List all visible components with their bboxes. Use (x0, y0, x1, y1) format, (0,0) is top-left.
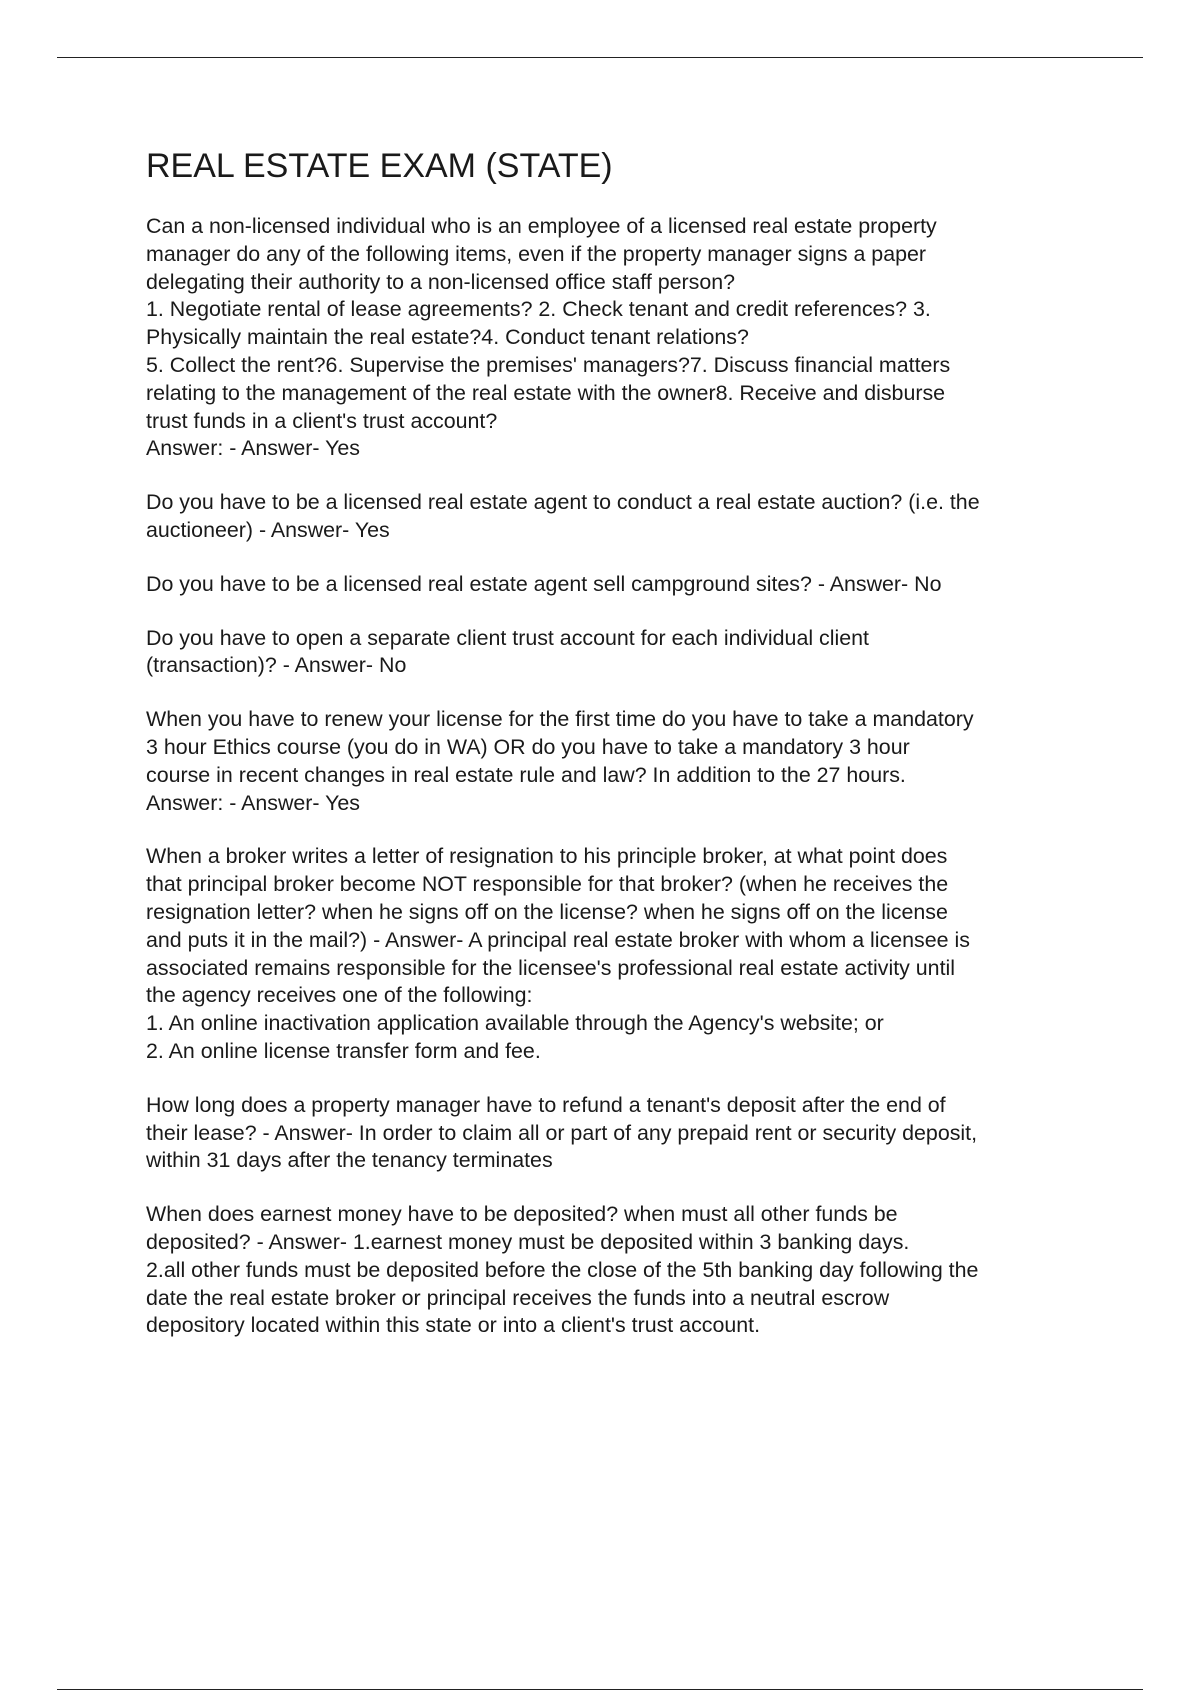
qa-text-line: the agency receives one of the following: (146, 983, 533, 1008)
qa-text-line: depository located within this state or into a client's trust account. (146, 1313, 761, 1338)
qa-text-line: 5. Collect the rent?6. Supervise the premises' managers?7. Discuss financial matters (146, 352, 951, 377)
qa-text-line: 1. Negotiate rental of lease agreements? 2. Check tenant and credit references? 3. (146, 297, 931, 322)
qa-text-line: How long does a property manager have to refund a tenant's deposit after the end of (146, 1092, 946, 1117)
qa-text-line: their lease? - Answer- In order to claim all or part of any prepaid rent or security deposit, (146, 1120, 978, 1145)
qa-item (146, 1201, 1106, 1340)
qa-text-line: and puts it in the mail?) - Answer- A principal real estate broker with whom a licensee is (146, 927, 970, 952)
qa-item (146, 571, 1106, 599)
qa-list (146, 213, 1106, 1340)
qa-text-line: resignation letter? when he signs off on the license? when he signs off on the license (146, 899, 948, 924)
qa-text-line: that principal broker become NOT responsible for that broker? (when he receives the (146, 872, 949, 897)
qa-text-line: Do you have to be a licensed real estate agent sell campground sites? - Answer- No (146, 571, 942, 596)
qa-text-line: 2.all other funds must be deposited before the close of the 5th banking day following the (146, 1257, 979, 1282)
document-title: REAL ESTATE EXAM (STATE) (146, 147, 613, 185)
qa-text-line: delegating their authority to a non-licensed office staff person? (146, 269, 736, 294)
document-body (146, 142, 1106, 1366)
footer-divider (57, 1689, 1143, 1690)
qa-text-line: relating to the management of the real estate with the owner8. Receive and disburse (146, 380, 946, 405)
qa-text-line: trust funds in a client's trust account? (146, 408, 498, 433)
qa-text-line: When does earnest money have to be deposited? when must all other funds be (146, 1202, 898, 1227)
qa-text-line: auctioneer) - Answer- Yes (146, 517, 390, 542)
qa-item (146, 843, 1106, 1065)
qa-text-line: Physically maintain the real estate?4. Conduct tenant relations? (146, 325, 749, 350)
qa-text-line: When a broker writes a letter of resignation to his principle broker, at what point does (146, 844, 948, 869)
qa-text-line: (transaction)? - Answer- No (146, 653, 407, 678)
qa-text-line: Can a non-licensed individual who is an employee of a licensed real estate property (146, 214, 937, 238)
qa-item (146, 625, 1106, 681)
qa-text-line: within 31 days after the tenancy terminates (146, 1148, 553, 1173)
qa-text-line: associated remains responsible for the licensee's professional real estate activity until (146, 955, 956, 980)
qa-text-line: 3 hour Ethics course (you do in WA) OR do you have to take a mandatory 3 hour (146, 734, 910, 759)
qa-text-line: date the real estate broker or principal receives the funds into a neutral escrow (146, 1285, 890, 1310)
qa-text-line: 2. An online license transfer form and fee. (146, 1038, 541, 1063)
qa-item (146, 706, 1106, 817)
qa-text-line: deposited? - Answer- 1.earnest money must be deposited within 3 banking days. (146, 1229, 910, 1254)
qa-text-line: Do you have to open a separate client trust account for each individual client (146, 625, 869, 650)
qa-item (146, 1092, 1106, 1175)
header-divider (57, 57, 1143, 58)
qa-text-line: Answer: - Answer- Yes (146, 790, 360, 815)
qa-item (146, 213, 1106, 463)
qa-item (146, 489, 1106, 545)
qa-text-line: 1. An online inactivation application available through the Agency's website; or (146, 1011, 884, 1036)
qa-text-line: manager do any of the following items, even if the property manager signs a paper (146, 241, 927, 266)
qa-text-line: course in recent changes in real estate rule and law? In addition to the 27 hours. (146, 762, 906, 787)
qa-text-line: When you have to renew your license for the first time do you have to take a mandatory (146, 707, 974, 732)
qa-text-line: Do you have to be a licensed real estate agent to conduct a real estate auction? (i.e. the (146, 490, 980, 515)
qa-text-line: Answer: - Answer- Yes (146, 436, 360, 461)
